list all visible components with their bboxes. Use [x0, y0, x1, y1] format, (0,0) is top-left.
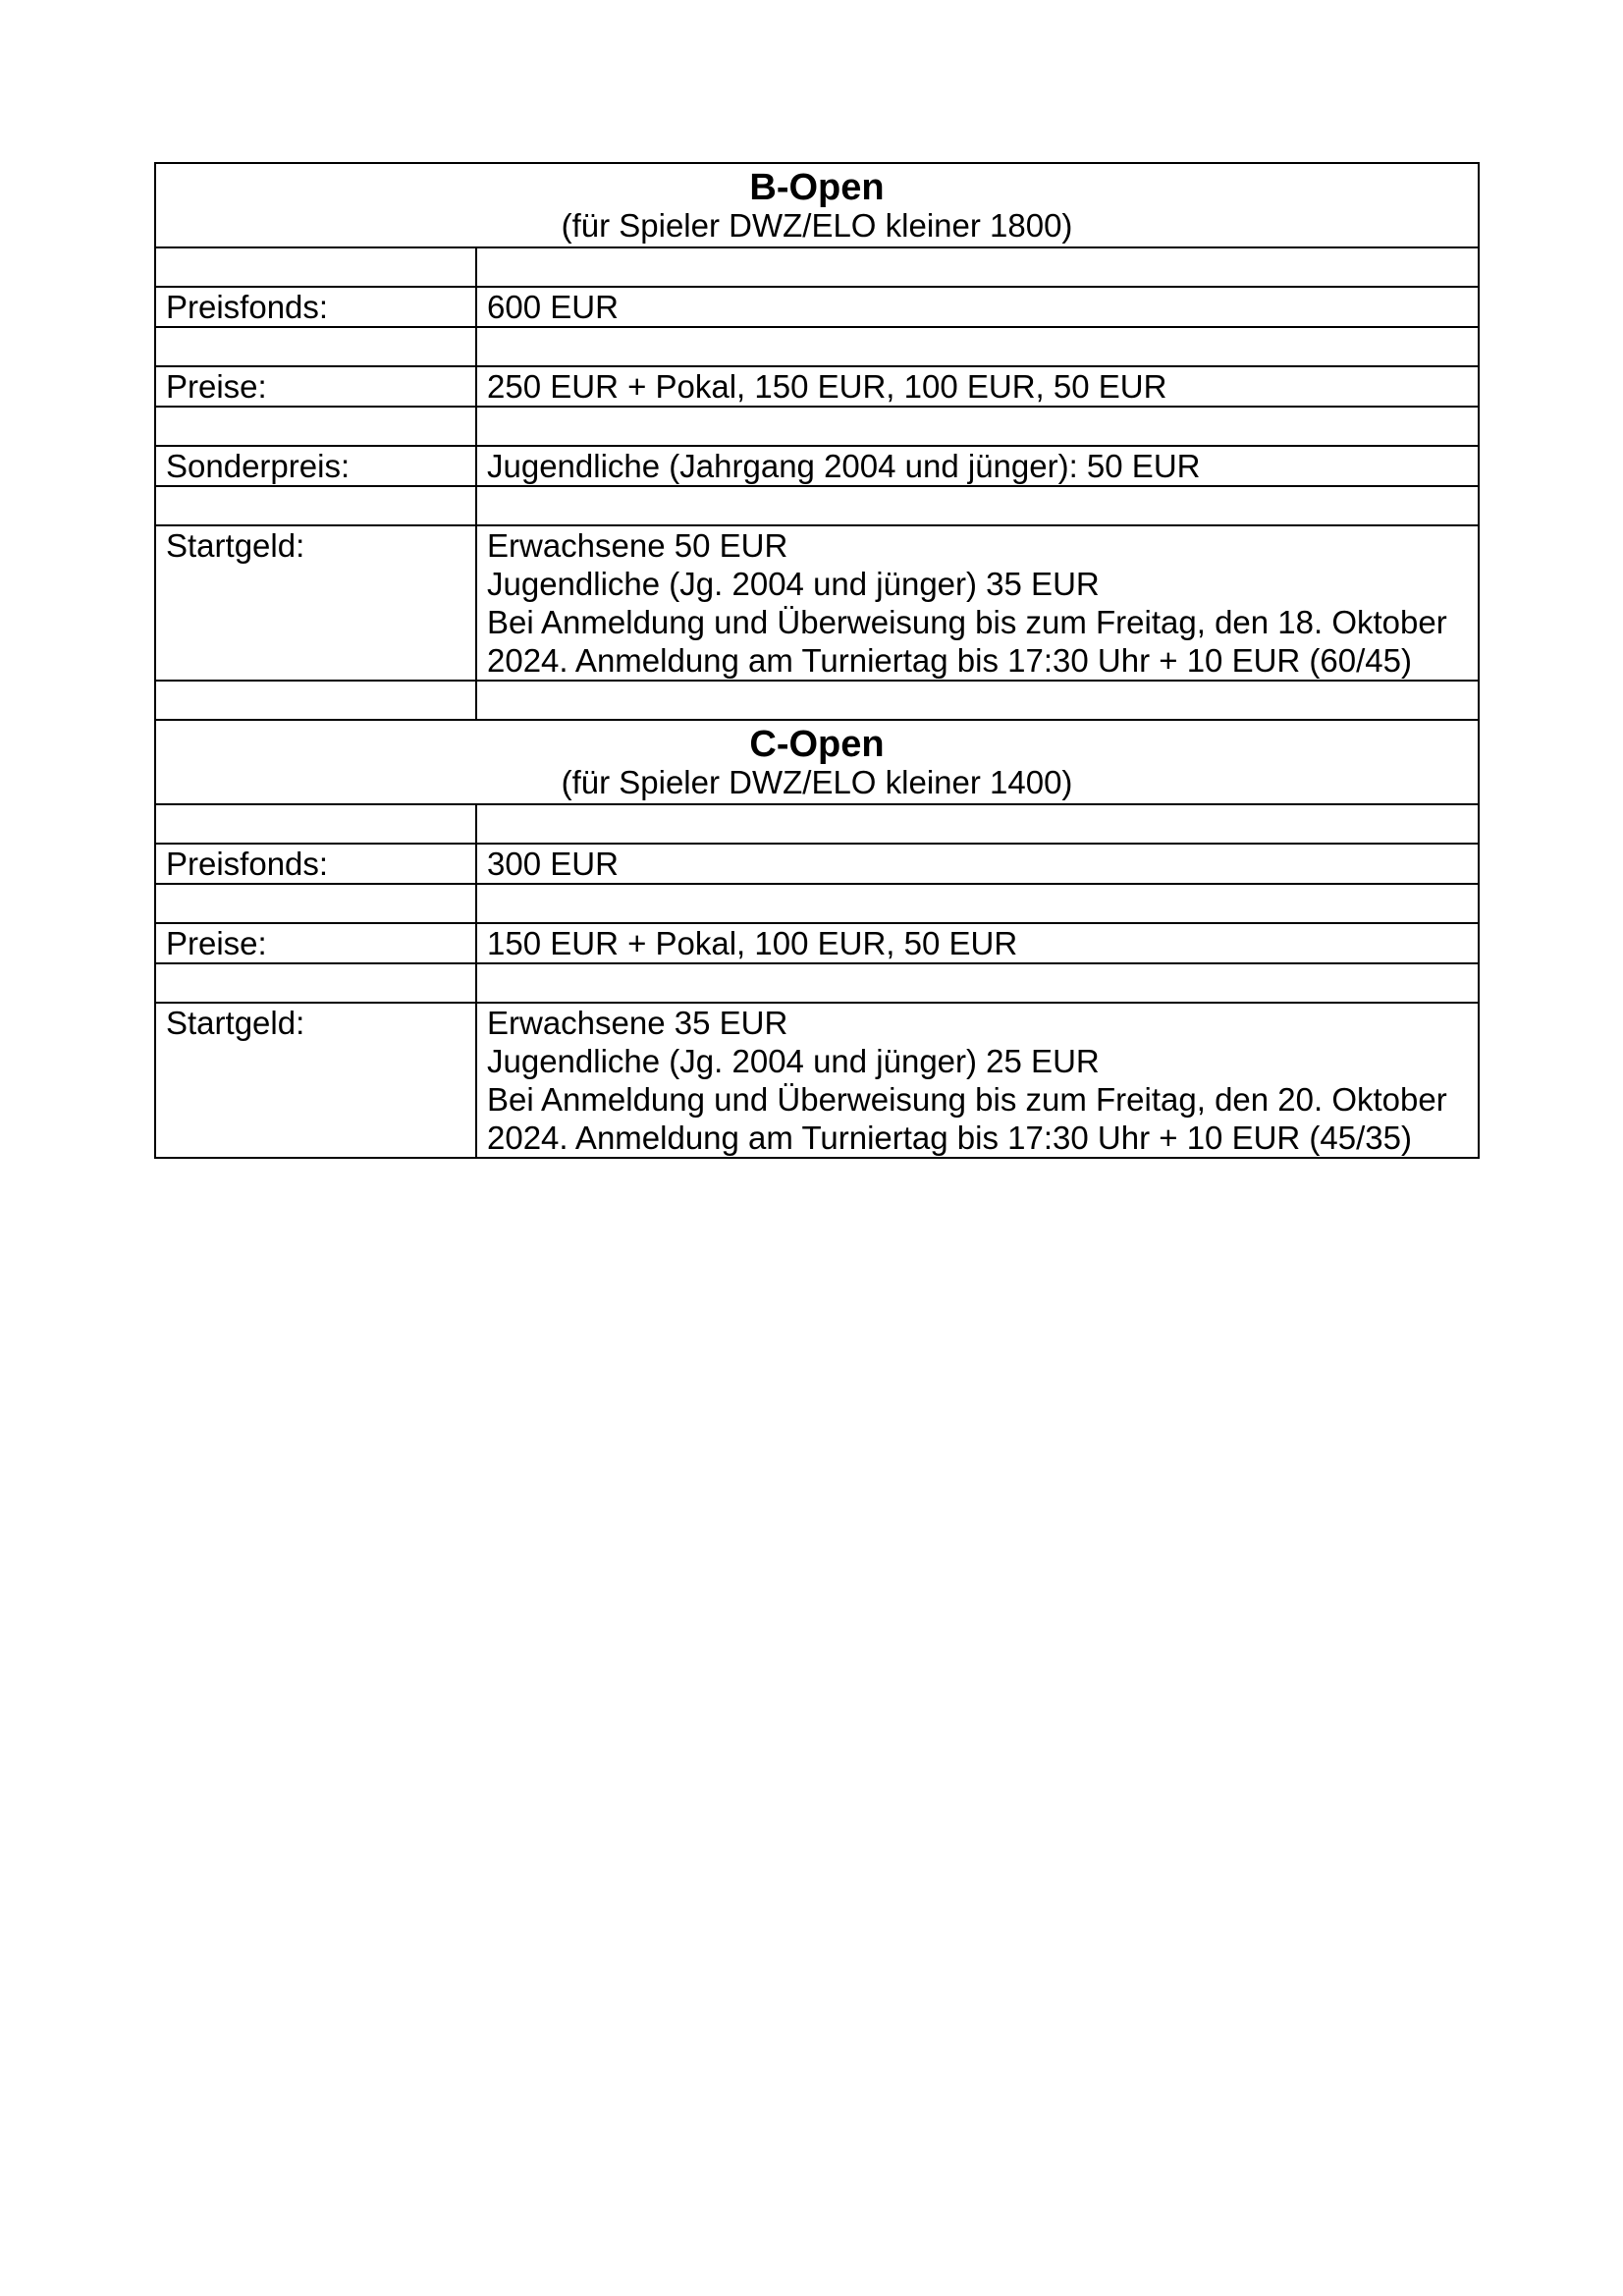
value-line: Jugendliche (Jg. 2004 und jünger) 35 EUR: [487, 566, 1100, 602]
spacer-row: [155, 247, 1479, 287]
section-header-c-open: [155, 720, 1479, 804]
row-value: 250 EUR + Pokal, 150 EUR, 100 EUR, 50 EUR: [476, 366, 1479, 407]
row-label: Sonderpreis:: [155, 446, 476, 486]
value-line: Erwachsene 50 EUR: [487, 527, 788, 564]
row-value: Jugendliche (Jahrgang 2004 und jünger): 50 EUR: [476, 446, 1479, 486]
table-row: [155, 446, 1479, 486]
table-row: [155, 287, 1479, 327]
section-subtitle: (für Spieler DWZ/ELO kleiner 1800): [561, 207, 1073, 244]
row-value: 600 EUR: [476, 287, 1479, 327]
section-header-b-open: [155, 163, 1479, 247]
row-label: Preise:: [155, 923, 476, 963]
row-value: 300 EUR: [476, 844, 1479, 884]
value-line: 2024. Anmeldung am Turniertag bis 17:30 Uhr + 10 EUR (45/35): [487, 1120, 1412, 1156]
value-line: Bei Anmeldung und Überweisung bis zum Freitag, den 20. Oktober: [487, 1081, 1447, 1118]
spacer-row: [155, 963, 1479, 1003]
value-line: Erwachsene 35 EUR: [487, 1005, 788, 1041]
table-row: [155, 366, 1479, 407]
value-line: Bei Anmeldung und Überweisung bis zum Freitag, den 18. Oktober: [487, 604, 1447, 640]
value-line: 2024. Anmeldung am Turniertag bis 17:30 Uhr + 10 EUR (60/45): [487, 642, 1412, 679]
row-label: Preisfonds:: [155, 287, 476, 327]
spacer-row: [155, 804, 1479, 844]
spacer-row: [155, 884, 1479, 923]
table-row: [155, 525, 1479, 681]
row-label: Preise:: [155, 366, 476, 407]
spacer-row: [155, 407, 1479, 446]
row-label: Preisfonds:: [155, 844, 476, 884]
table-row: [155, 844, 1479, 884]
row-value: 150 EUR + Pokal, 100 EUR, 50 EUR: [476, 923, 1479, 963]
row-label: Startgeld:: [155, 525, 476, 681]
table-row: [155, 923, 1479, 963]
spacer-row: [155, 681, 1479, 720]
row-label: Startgeld:: [155, 1003, 476, 1158]
row-value: [476, 525, 1479, 681]
row-value: [476, 1003, 1479, 1158]
section-subtitle: (für Spieler DWZ/ELO kleiner 1400): [561, 764, 1073, 800]
section-title: B-Open: [749, 167, 885, 208]
tournament-table: [154, 162, 1480, 1159]
table-row: [155, 1003, 1479, 1158]
value-line: Jugendliche (Jg. 2004 und jünger) 25 EUR: [487, 1043, 1100, 1079]
spacer-row: [155, 327, 1479, 366]
spacer-row: [155, 486, 1479, 525]
section-title: C-Open: [749, 724, 885, 765]
